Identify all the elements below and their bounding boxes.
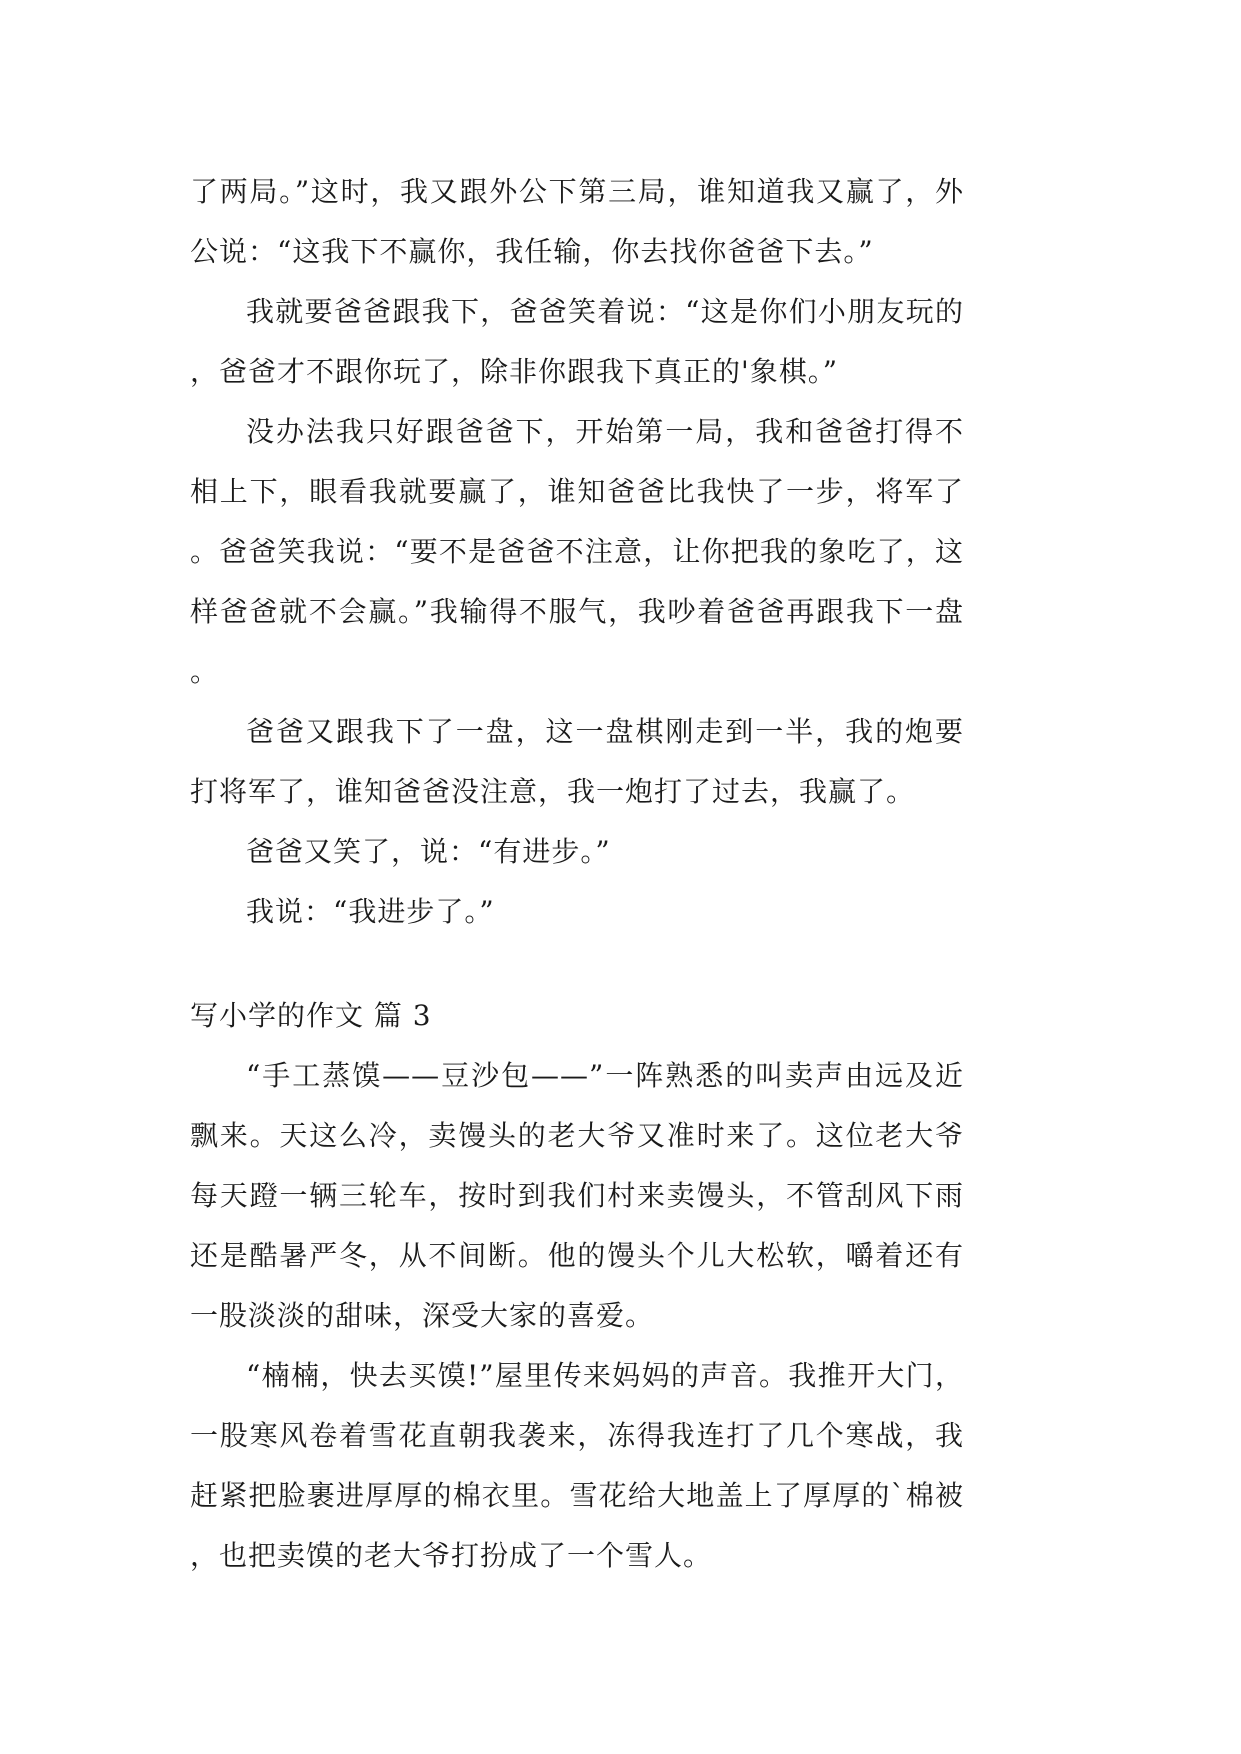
paragraph-5: 爸爸又笑了，说：“有进步。” — [246, 835, 611, 868]
paragraph-7: “手工蒸馍——豆沙包——”一阵熟悉的叫卖声由远及近飘来。天这么冷，卖馒头的老大爷又准时来了。这位老大爷每天蹬一辆三轮车，按时到我们村来卖馒头，不管刮风下雨还是酷暑严冬，从不间断。他的馒头个儿大松软，嚼着还有一股淡淡的甜味，深受大家的喜爱。 — [190, 1059, 964, 1332]
paragraph-3: 没办法我只好跟爸爸下，开始第一局，我和爸爸打得不相上下，眼看我就要赢了，谁知爸爸比我快了一步，将军了。爸爸笑我说：“要不是爸爸不注意，让你把我的象吃了，这样爸爸就不会赢。”我输得不服气，我吵着爸爸再跟我下一盘。 — [190, 415, 964, 688]
paragraph-2: 我就要爸爸跟我下，爸爸笑着说：“这是你们小朋友玩的，爸爸才不跟你玩了，除非你跟我下真正的'象棋。” — [190, 295, 964, 388]
paragraph-4: 爸爸又跟我下了一盘，这一盘棋刚走到一半，我的炮要打将军了，谁知爸爸没注意，我一炮打了过去，我赢了。 — [190, 715, 964, 808]
article-body — [190, 162, 964, 1586]
section-3-title: 写小学的作文 篇 3 — [190, 999, 432, 1032]
paragraph-1: 了两局。”这时，我又跟外公下第三局，谁知道我又赢了，外公说：“这我下不赢你，我任输，你去找你爸爸下去。” — [190, 175, 964, 268]
section-spacer — [190, 942, 964, 986]
paragraph-8: “楠楠，快去买馍!”屋里传来妈妈的声音。我推开大门，一股寒风卷着雪花直朝我袭来，冻得我连打了几个寒战，我赶紧把脸裹进厚厚的棉衣里。雪花给大地盖上了厚厚的`棉被，也把卖馍的老大爷打扮成了一个雪人。 — [190, 1359, 964, 1572]
paragraph-6: 我说：“我进步了。” — [246, 895, 495, 928]
